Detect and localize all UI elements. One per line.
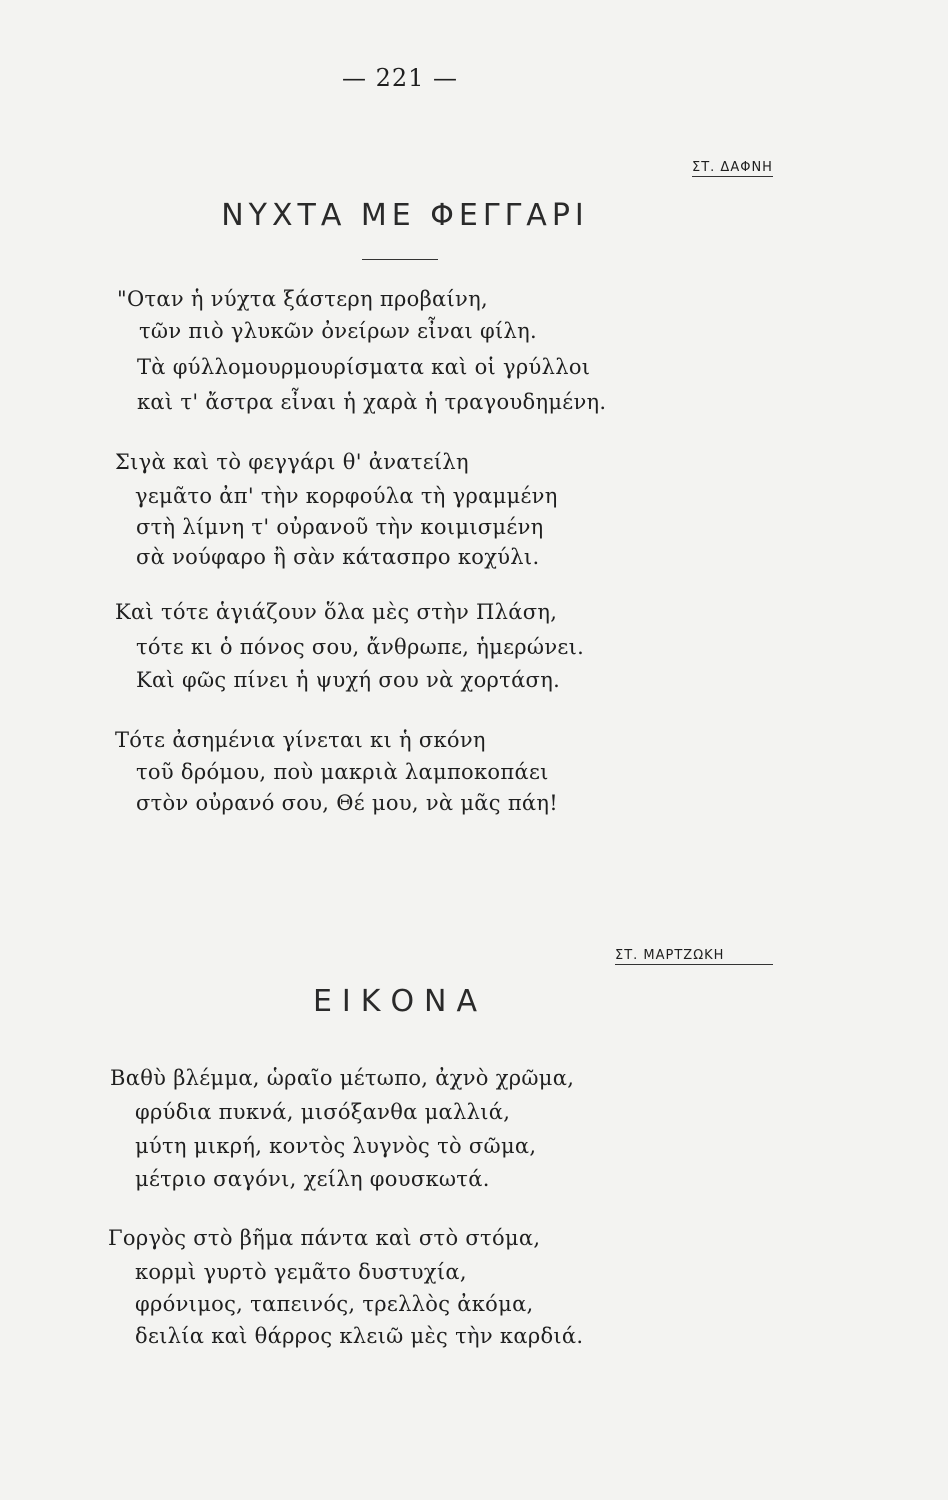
poem-line: γεμᾶτο ἀπ' τὴν κορφούλα τὴ γραμμένη [135,484,558,508]
poem-line: τοῦ δρόμου, ποὺ μακριὰ λαμποκοπάει [136,760,549,784]
poem-2-author: ΣΤ. ΜΑΡΤΖΩΚΗ [615,948,773,965]
show-through-text [640,110,646,134]
poem-line: φρόνιμος, ταπεινός, τρελλὸς ἀκόμα, [135,1292,534,1316]
poem-line: στὸν οὐρανό σου, Θέ μου, νὰ μᾶς πάη! [136,791,559,815]
poem-line: φρύδια πυκνά, μισόξανθα μαλλιά, [135,1100,511,1124]
poem-line: Γοργὸς στὸ βῆμα πάντα καὶ στὸ στόμα, [108,1226,541,1250]
poem-line: Τότε ἀσημένια γίνεται κι ἡ σκόνη [115,728,486,752]
poem-line: στὴ λίμνη τ' οὐρανοῦ τὴν κοιμισμένη [136,515,544,539]
poem-line: τῶν πιὸ γλυκῶν ὀνείρων εἶναι φίλη. [139,319,537,343]
poem-line: Σιγὰ καὶ τὸ φεγγάρι θ' ἀνατείλη [115,450,469,474]
poem-2-title: ΕΙΚΟΝΑ [312,984,488,1019]
poem-line: "Οταν ἡ νύχτα ξάστερη προβαίνη, [117,287,488,311]
poem-line: μύτη μικρή, κοντὸς λυγνὸς τὸ σῶμα, [135,1134,537,1158]
poem-line: Τὰ φύλλομουρμουρίσματα καὶ οἱ γρύλλοι [137,355,591,379]
poem-line: καὶ τ' ἄστρα εἶναι ἡ χαρὰ ἡ τραγουδημένη. [137,390,607,414]
poem-line: δειλία καὶ θάρρος κλειῶ μὲς τὴν καρδιά. [135,1324,584,1348]
poem-line: σὰ νούφαρο ἢ σὰν κάτασπρο κοχύλι. [136,545,540,569]
poem-line: Καὶ φῶς πίνει ἡ ψυχή σου νὰ χορτάση. [136,668,561,692]
poem-line: Καὶ τότε ἁγιάζουν ὅλα μὲς στὴν Πλάση, [115,600,558,624]
poem-1-author: ΣΤ. ΔΑΦΝΗ [692,160,773,175]
poem-line: τότε κι ὁ πόνος σου, ἄνθρωπε, ἡμερώνει. [136,635,585,659]
poem-1-title-rule [362,259,438,260]
poem-line: κορμὶ γυρτὸ γεμᾶτο δυστυχία, [135,1260,467,1284]
poem-line: Βαθὺ βλέμμα, ὡραῖο μέτωπο, ἀχνὸ χρῶμα, [110,1066,575,1090]
poem-1-title: ΝΥΧΤΑ ΜΕ ΦΕΓΓΑΡΙ [221,198,589,233]
poem-line: μέτριο σαγόνι, χείλη φουσκωτά. [135,1167,490,1191]
page-number: — 221 — [341,64,459,92]
